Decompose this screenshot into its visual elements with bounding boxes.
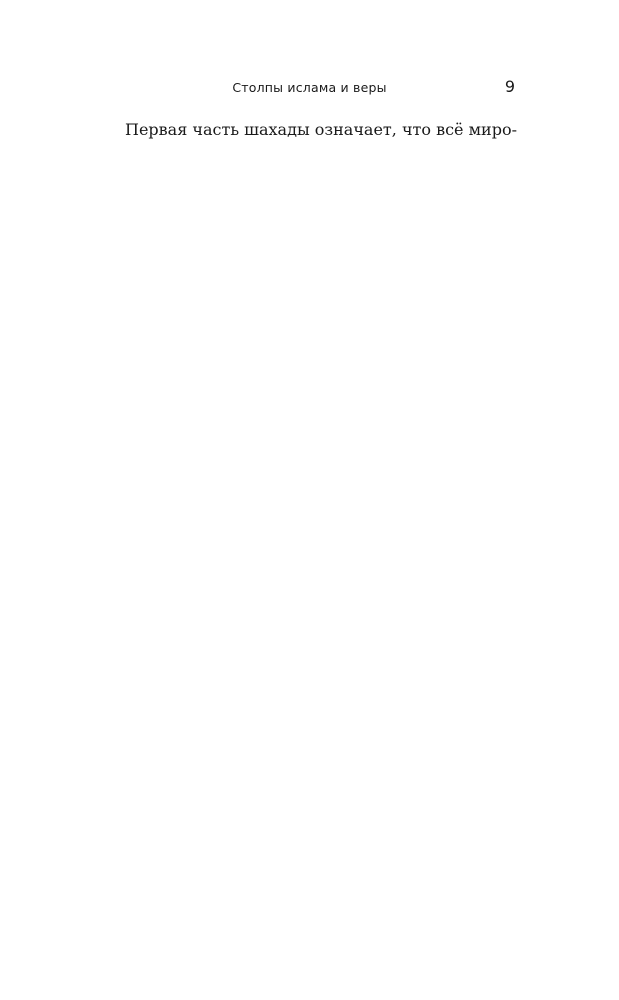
running-title: Столпы ислама и веры — [232, 80, 387, 95]
text-line: Первая часть шахады означает, что всё миро- — [125, 120, 517, 139]
running-header — [0, 77, 619, 104]
page-body — [108, 118, 517, 142]
paragraph-shahada — [108, 118, 517, 142]
page-number: 9 — [504, 77, 515, 96]
